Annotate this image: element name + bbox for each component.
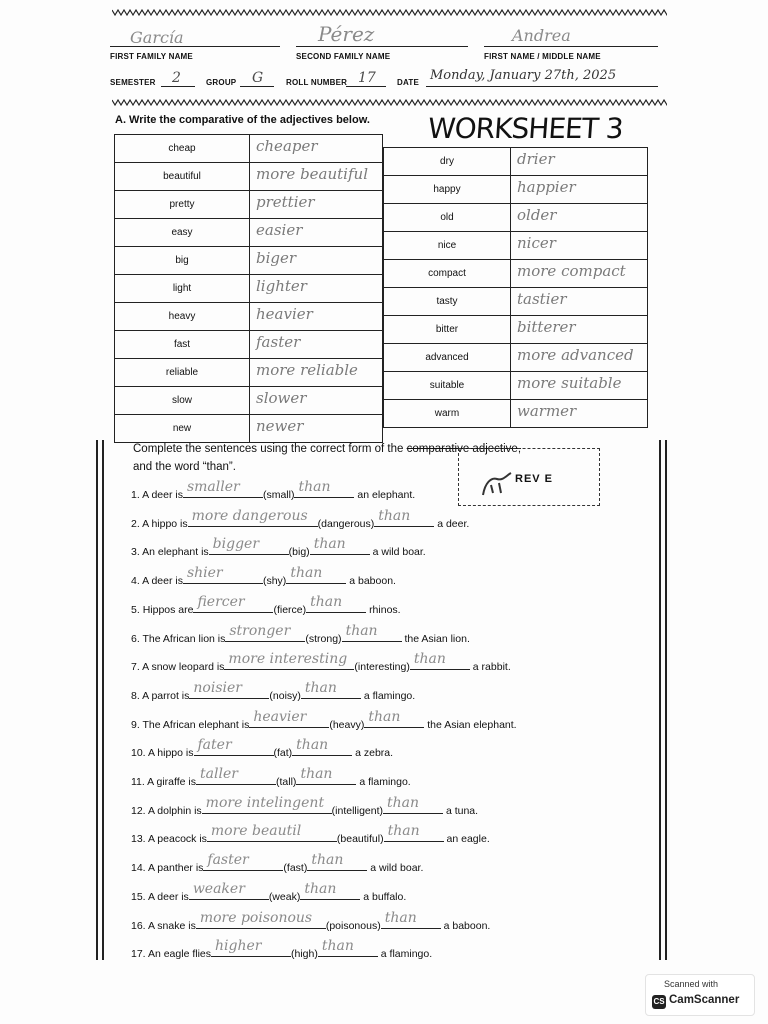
right-row (384, 288, 648, 316)
sentence-start: An eagle flies (147, 948, 211, 961)
right-row (384, 344, 648, 372)
handwritten-answer: fater (197, 737, 232, 754)
answer-cell (250, 247, 383, 275)
group-label: GROUP (206, 78, 237, 87)
adjective-cell: old (384, 204, 511, 232)
right-row (384, 148, 648, 176)
sentence-end: an elephant. (357, 489, 416, 501)
handwritten-answer: more poisonous (199, 909, 313, 926)
adjective-cell: dry (384, 148, 511, 176)
sentence-number: 16. (131, 919, 146, 932)
handwritten-answer: more beautil (210, 823, 302, 840)
instruction-part1: Complete the sentences using the correct form of the (133, 443, 407, 455)
handwritten-than: than (311, 852, 344, 869)
handwritten-answer: more intelingent (205, 794, 325, 811)
sentence-end: a buffalo. (363, 890, 407, 903)
handwritten-answer: more beautiful (256, 165, 368, 183)
handwritten-answer: higher (215, 938, 262, 955)
second-family-name-line (296, 46, 468, 47)
left-row (115, 275, 383, 303)
handwritten-answer: bitterer (517, 318, 576, 336)
answer-blank (224, 651, 354, 670)
adjective-hint: (strong) (305, 632, 342, 645)
group-value: G (252, 70, 264, 86)
than-blank (294, 479, 354, 498)
second-family-name-label: SECOND FAMILY NAME (296, 52, 391, 61)
sentence-number: 5. (131, 603, 140, 616)
handwritten-answer: smaller (186, 479, 240, 495)
sentence-row (131, 507, 470, 530)
handwritten-than: than (313, 536, 346, 553)
sentence-end: a tuna. (445, 804, 479, 817)
handwritten-answer: lighter (256, 277, 307, 295)
handwritten-answer: taller (200, 766, 238, 782)
right-frame-border (659, 440, 667, 960)
adjective-cell: suitable (384, 372, 511, 400)
sentence-end: a wild boar. (372, 546, 426, 559)
answer-blank (183, 479, 263, 498)
handwritten-answer: noisier (193, 679, 242, 696)
answer-cell (250, 331, 383, 359)
answer-cell (250, 163, 383, 191)
sentence-row (131, 565, 396, 588)
instruction-part2: and the word “than”. (133, 461, 236, 473)
adjective-hint: (small) (262, 489, 295, 501)
than-blank (286, 565, 346, 584)
handwritten-answer: more reliable (256, 361, 358, 379)
answer-blank (207, 823, 337, 842)
answer-cell (511, 232, 648, 260)
sentence-number: 11. (131, 776, 145, 788)
sentence-number: 12. (131, 804, 146, 817)
worksheet-title: WORKSHEET 3 (426, 112, 624, 145)
than-blank (306, 593, 366, 613)
than-blank (307, 852, 367, 871)
adjective-hint: (fierce) (273, 603, 307, 616)
adjective-cell: big (115, 247, 250, 275)
sentence-number: 6. (131, 632, 140, 645)
sentence-end: the Asian lion. (404, 632, 470, 645)
than-blank (300, 880, 360, 900)
sentence-start: A giraffe is (147, 776, 197, 788)
sentence-row (131, 909, 491, 932)
semester-line (161, 86, 195, 87)
answer-blank (202, 794, 332, 814)
sentence-start: A snake is (147, 919, 196, 932)
answer-blank (194, 737, 274, 756)
adjective-cell: new (115, 415, 250, 443)
handwritten-than: than (321, 938, 354, 955)
handwritten-answer: biger (256, 249, 297, 267)
first-family-name-label: FIRST FAMILY NAME (110, 52, 193, 61)
handwritten-answer: happier (517, 178, 576, 196)
handwritten-answer: weaker (192, 880, 245, 897)
first-family-name-line (110, 46, 280, 47)
right-row (384, 372, 648, 400)
handwritten-than: than (310, 593, 343, 610)
sentence-number: 3. (131, 546, 140, 559)
adjective-hint: (poisonous) (325, 919, 381, 932)
sentence-start: The African lion is (142, 632, 226, 645)
answer-blank (188, 507, 318, 527)
handwritten-answer: prettier (256, 193, 315, 211)
adjective-cell: nice (384, 232, 511, 260)
left-frame-border (96, 440, 104, 960)
sentence-row (131, 938, 433, 961)
left-row (115, 359, 383, 387)
sentence-start: A deer is (142, 575, 183, 588)
answer-cell (250, 219, 383, 247)
sentence-row (131, 651, 511, 674)
sentence-row (131, 708, 517, 731)
adjective-cell: reliable (115, 359, 250, 387)
first-name-label: FIRST NAME / MIDDLE NAME (484, 52, 601, 61)
sentence-end: a baboon. (443, 919, 491, 932)
right-row (384, 204, 648, 232)
stamp-text: REV E (515, 473, 558, 485)
sentence-number: 14. (131, 862, 146, 875)
sentence-number: 8. (131, 689, 140, 702)
handwritten-answer: more interesting (228, 651, 348, 668)
answer-cell (250, 359, 383, 387)
handwritten-answer: heavier (256, 305, 313, 323)
sentence-number: 4. (131, 575, 140, 588)
adjective-cell: bitter (384, 316, 511, 344)
sentence-end: a flamingo. (359, 776, 411, 788)
sentence-end: a baboon. (349, 575, 396, 588)
than-blank (296, 766, 356, 785)
first-name-line (484, 46, 658, 47)
answer-cell (511, 260, 648, 288)
sentence-number: 9. (131, 718, 140, 731)
middle-wavy-border (112, 96, 667, 108)
than-blank (381, 909, 441, 929)
adjective-cell: cheap (115, 135, 250, 163)
answer-cell (250, 387, 383, 415)
section-a-instruction: A. Write the comparative of the adjectives below. (115, 114, 370, 126)
right-row (384, 232, 648, 260)
sentence-row (131, 852, 424, 875)
answer-cell (511, 288, 648, 316)
left-row (115, 387, 383, 415)
answer-blank (211, 938, 291, 957)
answer-cell (511, 148, 648, 176)
answer-cell (511, 176, 648, 204)
than-blank (301, 679, 361, 699)
adjective-cell: fast (115, 331, 250, 359)
right-row (384, 316, 648, 344)
sentence-start: A panther is (147, 862, 204, 875)
handwritten-answer: heavier (253, 708, 307, 725)
answer-cell (250, 415, 383, 443)
semester-label: SEMESTER (110, 78, 156, 87)
adjective-hint: (fat) (273, 747, 293, 760)
sentence-row (131, 737, 394, 760)
left-adjective-table (114, 134, 383, 443)
sentence-end: a flamingo. (363, 689, 416, 702)
left-row (115, 247, 383, 275)
answer-cell (511, 400, 648, 428)
handwritten-than: than (387, 794, 420, 811)
second-family-name-value: Pérez (318, 22, 375, 46)
answer-cell (511, 316, 648, 344)
adjective-cell: tasty (384, 288, 511, 316)
sentence-end: a deer. (437, 517, 470, 530)
than-blank (318, 938, 378, 957)
answer-blank (189, 679, 269, 699)
sentence-start: A hippo is (142, 517, 188, 530)
handwritten-answer: more dangerous (191, 507, 308, 524)
answer-cell (511, 372, 648, 400)
left-row (115, 135, 383, 163)
sentence-end: rhinos. (369, 603, 401, 616)
handwritten-than: than (378, 507, 411, 524)
handwritten-answer: slower (256, 389, 307, 407)
first-family-name-value: García (130, 28, 184, 47)
sentence-number: 13. (131, 833, 146, 846)
handwritten-than: than (368, 708, 401, 725)
answer-blank (225, 622, 305, 642)
handwritten-answer: newer (256, 417, 304, 435)
adjective-hint: (dangerous) (317, 517, 375, 530)
handwritten-answer: nicer (517, 234, 556, 252)
than-blank (310, 536, 370, 555)
group-line (240, 86, 274, 87)
right-row (384, 260, 648, 288)
sentence-number: 15. (131, 890, 146, 903)
answer-cell (250, 275, 383, 303)
sentence-row (131, 766, 411, 788)
sentence-row (131, 880, 407, 903)
than-blank (292, 737, 352, 756)
handwritten-answer: stronger (229, 622, 291, 639)
sentence-start: A hippo is (147, 747, 194, 760)
right-adjective-table (383, 147, 648, 428)
instruction-struck-text: comparative adjective, (406, 443, 522, 455)
than-blank (383, 794, 443, 814)
answer-blank (193, 593, 273, 613)
sentence-row (131, 479, 416, 501)
sentence-number: 7. (131, 661, 140, 674)
date-line (426, 86, 658, 87)
sentence-start: A parrot is (142, 689, 190, 702)
adjective-cell: happy (384, 176, 511, 204)
adjective-hint: (tall) (276, 776, 297, 788)
right-row (384, 176, 648, 204)
handwritten-than: than (290, 565, 323, 582)
adjective-hint: (noisy) (269, 689, 301, 702)
sentence-start: Hippos are (142, 603, 194, 616)
handwritten-answer: older (517, 206, 557, 224)
roll-number-label: ROLL NUMBER (286, 78, 348, 87)
answer-cell (250, 135, 383, 163)
adjective-cell: compact (384, 260, 511, 288)
roll-number-line (346, 86, 386, 87)
sentence-row (131, 536, 426, 559)
first-name-value: Andrea (512, 26, 571, 45)
sentence-number: 2. (131, 517, 140, 530)
handwritten-than: than (300, 766, 333, 782)
handwritten-answer: warmer (517, 402, 577, 420)
adjective-cell: easy (115, 219, 250, 247)
left-row (115, 191, 383, 219)
camscanner-brand: CamScanner (669, 994, 740, 1006)
handwritten-than: than (298, 479, 331, 495)
sentence-start: A snow leopard is (142, 661, 225, 674)
than-blank (342, 622, 402, 642)
top-wavy-border (112, 6, 667, 18)
than-blank (384, 823, 444, 842)
sentence-end: a zebra. (355, 747, 394, 760)
adjective-cell: slow (115, 387, 250, 415)
answer-blank (196, 766, 276, 785)
date-label: DATE (397, 78, 419, 87)
adjective-cell: advanced (384, 344, 511, 372)
sentence-number: 10. (131, 747, 146, 760)
handwritten-answer: more advanced (517, 346, 634, 364)
answer-blank (196, 909, 326, 929)
sentence-end: a wild boar. (370, 862, 424, 875)
semester-value: 2 (172, 70, 181, 86)
handwritten-answer: more suitable (517, 374, 622, 392)
adjective-hint: (beautiful) (336, 833, 384, 846)
sentence-start: A deer is (147, 890, 189, 903)
sentence-end: the Asian elephant. (427, 718, 517, 731)
left-row (115, 303, 383, 331)
handwritten-than: than (296, 737, 329, 754)
sentence-start: A dolphin is (147, 804, 202, 817)
sentence-row (131, 593, 401, 616)
sentence-row (131, 679, 416, 702)
than-blank (364, 708, 424, 728)
adjective-hint: (shy) (262, 575, 287, 588)
answer-cell (511, 204, 648, 232)
sentence-start: A deer is (142, 489, 183, 501)
adjective-hint: (heavy) (329, 718, 365, 731)
answer-cell (511, 344, 648, 372)
adjective-cell: light (115, 275, 250, 303)
left-row (115, 331, 383, 359)
handwritten-answer: shier (186, 565, 223, 582)
adjective-hint: (fast) (283, 862, 308, 875)
answer-blank (183, 565, 263, 584)
handwritten-than: than (304, 679, 337, 696)
stamp-figure-icon (477, 465, 517, 499)
scanned-with-label: Scanned with (664, 979, 719, 989)
adjective-cell: warm (384, 400, 511, 428)
review-stamp (458, 448, 600, 506)
adjective-hint: (high) (291, 948, 318, 961)
roll-number-value: 17 (358, 70, 376, 86)
handwritten-answer: bigger (212, 536, 260, 553)
left-row (115, 163, 383, 191)
sentence-row (131, 823, 490, 846)
sentence-start: The African elephant is (142, 718, 250, 731)
adjective-hint: (intelligent) (331, 804, 384, 817)
than-blank (410, 651, 470, 670)
handwritten-than: than (387, 823, 420, 840)
sentence-row (131, 622, 470, 645)
sentence-end: a rabbit. (472, 661, 511, 674)
answer-cell (250, 191, 383, 219)
adjective-cell: beautiful (115, 163, 250, 191)
sentence-number: 1. (131, 489, 140, 501)
sentence-start: An elephant is (142, 546, 209, 559)
handwritten-answer: drier (517, 150, 555, 168)
handwritten-than: than (384, 909, 417, 926)
answer-blank (203, 852, 283, 871)
answer-blank (249, 708, 329, 728)
handwritten-answer: faster (256, 333, 301, 351)
left-row (115, 219, 383, 247)
handwritten-answer: cheaper (256, 137, 318, 155)
adjective-hint: (interesting) (354, 661, 410, 674)
handwritten-answer: easier (256, 221, 303, 239)
adjective-cell: heavy (115, 303, 250, 331)
sentence-number: 17. (131, 948, 146, 961)
sentence-row (131, 794, 479, 817)
handwritten-answer: tastier (517, 290, 567, 308)
handwritten-answer: faster (207, 852, 249, 869)
adjective-hint: (big) (288, 546, 310, 559)
answer-blank (209, 536, 289, 555)
sentence-end: a flamingo. (380, 948, 433, 961)
left-row (115, 415, 383, 443)
handwritten-than: than (304, 880, 337, 897)
handwritten-than: than (413, 651, 446, 668)
adjective-hint: (weak) (268, 890, 301, 903)
answer-cell (250, 303, 383, 331)
handwritten-than: than (345, 622, 378, 639)
right-row (384, 400, 648, 428)
camscanner-badge (645, 974, 755, 1016)
date-value: Monday, January 27th, 2025 (430, 68, 617, 83)
answer-blank (189, 880, 269, 900)
adjective-cell: pretty (115, 191, 250, 219)
handwritten-answer: more compact (517, 262, 626, 280)
handwritten-answer: fiercer (197, 593, 245, 610)
camscanner-logo-icon: CS (652, 995, 666, 1009)
sentence-end: an eagle. (446, 833, 490, 846)
sentence-start: A peacock is (147, 833, 207, 846)
than-blank (374, 507, 434, 527)
